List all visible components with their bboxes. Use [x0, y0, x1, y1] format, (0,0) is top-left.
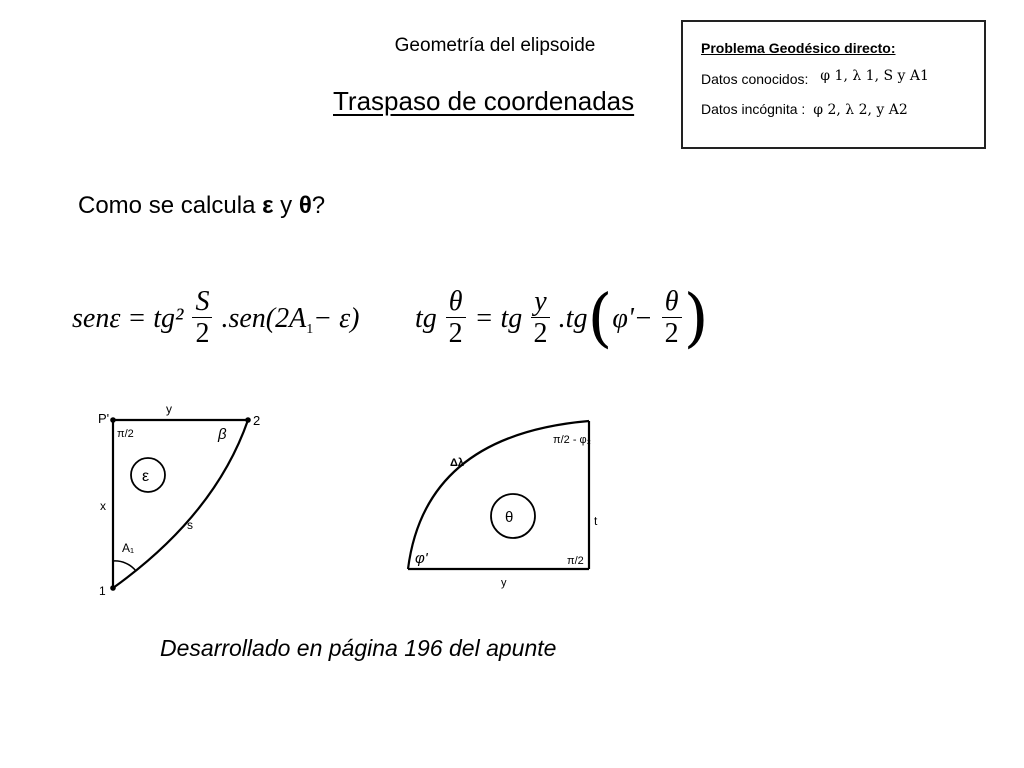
info-box — [681, 20, 986, 149]
a1-arc — [113, 561, 136, 571]
open-paren: ( — [587, 281, 613, 356]
subtitle: Geometría del elipsoide — [394, 35, 596, 56]
info-box-header: Problema Geodésico directo: — [701, 40, 896, 56]
formula-theta — [415, 281, 709, 356]
formula-eps-sub: 1 — [306, 321, 314, 337]
label-x: x — [100, 499, 106, 513]
question-suffix: ? — [311, 192, 326, 219]
label-phi-prime: φ' — [415, 550, 428, 567]
frac-den: 2 — [195, 318, 210, 349]
footer-note: Desarrollado en página 196 del apunte — [160, 635, 557, 661]
label-p: P' — [98, 411, 110, 426]
formula-epsilon — [72, 287, 359, 350]
label-beta: β — [218, 426, 227, 443]
frac2-den: 2 — [533, 318, 548, 349]
formula-eps-mid: .sen(2A — [221, 302, 307, 334]
question — [78, 192, 325, 220]
label-dlambda: Δλ — [450, 457, 465, 469]
close-paren: ) — [683, 281, 709, 356]
side-s — [113, 420, 248, 588]
formula-theta-eq: = tg — [474, 302, 523, 334]
label-epsilon: ε — [142, 468, 150, 485]
formula-eps-fraction — [192, 287, 212, 350]
diagram-epsilon — [90, 395, 280, 605]
label-half-pi: π/2 — [117, 428, 134, 440]
formula-eps-lhs: senε = tg² — [72, 302, 184, 334]
label-t: t — [594, 514, 598, 528]
formula-theta-frac2 — [531, 287, 549, 350]
frac2-num: y — [531, 287, 549, 318]
known-values: φ 1, λ 1, S y A1 — [820, 68, 929, 84]
known-data-row — [701, 68, 984, 87]
unknown-data-row — [701, 101, 984, 118]
frac3-num: θ — [662, 287, 682, 318]
formula-theta-frac3 — [662, 287, 682, 350]
label-s: s — [187, 518, 193, 532]
question-theta: θ — [298, 192, 312, 219]
question-and: y — [273, 192, 299, 219]
label-half-pi: π/2 — [567, 555, 584, 567]
diagram-theta — [395, 405, 610, 595]
label-y: y — [166, 402, 172, 416]
frac1-num: θ — [446, 287, 466, 318]
label-point-2: 2 — [253, 413, 261, 428]
formula-theta-lhs: tg — [415, 302, 437, 334]
formula-eps-end: − ε) — [313, 302, 360, 334]
formula-theta-mid: .tg — [558, 302, 588, 334]
question-epsilon: ε — [262, 192, 274, 219]
label-top-corner: π/2 - φ₂ — [553, 434, 591, 446]
label-y: y — [501, 577, 507, 589]
unknown-label: Datos incógnita : — [701, 101, 806, 117]
question-prefix: Como se calcula — [78, 192, 263, 219]
unknown-values: φ 2, λ 2, y A2 — [813, 102, 908, 118]
label-theta: θ — [505, 509, 514, 526]
known-label: Datos conocidos: — [701, 71, 809, 87]
formula-theta-frac1 — [446, 287, 466, 350]
formula-theta-phi: φ'− — [612, 302, 653, 334]
frac1-den: 2 — [448, 318, 463, 349]
point-2-dot — [245, 417, 251, 423]
label-a1: A₁ — [122, 541, 135, 555]
page-title: Traspaso de coordenadas — [333, 86, 635, 116]
point-p-dot — [110, 417, 116, 423]
frac3-den: 2 — [664, 318, 679, 349]
frac-num: S — [192, 287, 212, 318]
point-1-dot — [110, 585, 116, 591]
label-point-1: 1 — [99, 584, 106, 598]
